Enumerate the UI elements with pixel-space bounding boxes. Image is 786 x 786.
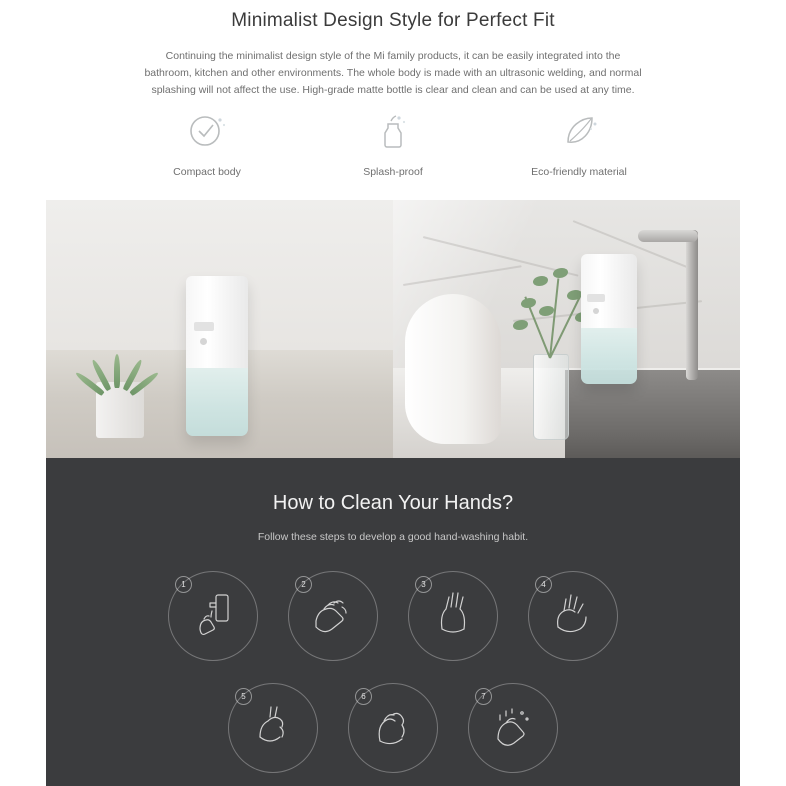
step-5: [228, 683, 318, 773]
step-6: [348, 683, 438, 773]
potted-plant: [96, 382, 144, 438]
thumb-rub-icon: [242, 697, 304, 759]
kitchen-sink-scene-photo: [393, 200, 740, 458]
section-subtitle: Follow these steps to develop a good hand-washing habit.: [257, 531, 529, 543]
step-4: [528, 571, 618, 661]
rinse-hands-icon: [482, 697, 544, 759]
fingertips-rub-icon: [362, 697, 424, 759]
page-title: Minimalist Design Style for Perfect Fit: [231, 10, 555, 31]
step-number: 2: [295, 576, 312, 593]
how-to-clean-hands-section: [46, 458, 740, 786]
soap-dispenser-product: [581, 254, 637, 384]
soap-dispenser-product: [186, 276, 248, 436]
intro-description: Continuing the minimalist design style of the Mi family products, it can be easily integrated into the bathroom, kitchen and other environments. The whole body is made with an ultrasonic welding, and normal splashing will not affect the use. High-grade matte bottle is clear and clean and can be used at any time.: [144, 50, 642, 96]
step-number: 3: [415, 576, 432, 593]
steps-row-2: [46, 683, 740, 773]
feature-label: Eco-friendly material: [531, 166, 627, 178]
step-2: [288, 571, 378, 661]
leaf-icon: [523, 108, 635, 154]
bathroom-scene-photo: [46, 200, 393, 458]
step-number: 6: [355, 688, 372, 705]
feature-splash-proof: [337, 108, 449, 178]
faucet: [686, 230, 698, 380]
section-title: How to Clean Your Hands?: [272, 492, 514, 514]
step-number: 7: [475, 688, 492, 705]
product-photo-band: [46, 200, 740, 458]
step-number: 4: [535, 576, 552, 593]
palm-rub-icon: [302, 585, 364, 647]
steps-row-1: [46, 571, 740, 661]
intro-section: [0, 0, 786, 200]
interlace-fingers-icon: [422, 585, 484, 647]
step-number: 5: [235, 688, 252, 705]
feature-eco-friendly-material: [523, 108, 635, 178]
step-7: [468, 683, 558, 773]
feature-compact-body: [151, 108, 263, 178]
step-3: [408, 571, 498, 661]
step-1: [168, 571, 258, 661]
faucet-arm: [638, 230, 698, 242]
ceramic-basin: [405, 294, 501, 444]
step-number: 1: [175, 576, 192, 593]
feature-label: Splash-proof: [363, 166, 423, 178]
feature-list: [0, 108, 786, 178]
back-of-hand-rub-icon: [542, 585, 604, 647]
hand-under-dispenser-icon: [182, 585, 244, 647]
check-circle-icon: [151, 108, 263, 154]
glass-vase: [533, 354, 569, 440]
splash-bottle-icon: [337, 108, 449, 154]
feature-label: Compact body: [173, 166, 241, 178]
